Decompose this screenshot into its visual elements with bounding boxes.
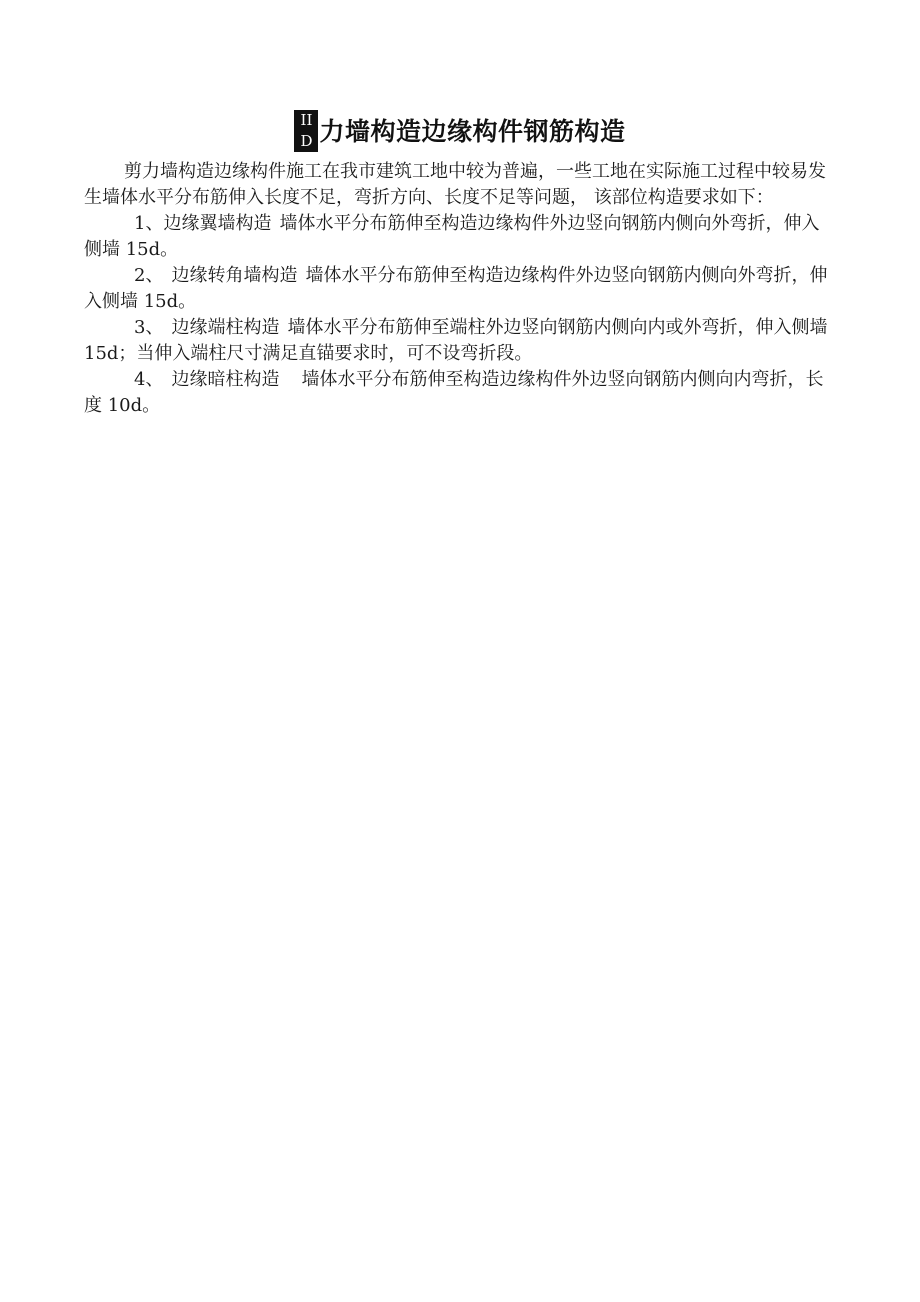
item-number: 3、 [134,317,164,338]
document-title [0,110,920,152]
item-number: 4、 [134,369,164,390]
document-body [84,159,834,419]
title-glyph-top: II [300,111,313,129]
list-item [84,211,834,263]
item-heading: 边缘端柱构造 [171,317,280,338]
item-text: 墙体水平分布筋伸至构造边缘构件外边竖向钢筋内侧向外弯折，伸入侧墙 15d。 [84,265,828,312]
list-item [84,315,834,367]
item-text: 墙体水平分布筋伸至端柱外边竖向钢筋内侧向内或外弯折，伸入侧墙15d；当伸入端柱尺寸满足直锚要求时，可不设弯折段。 [84,317,828,364]
item-number: 2、 [134,265,164,286]
item-heading: 边缘翼墙构造 [163,213,272,234]
title-text: 力墙构造边缘构件钢筋构造 [319,117,626,146]
list-item [84,263,834,315]
intro-paragraph: 剪力墙构造边缘构件施工在我市建筑工地中较为普遍，一些工地在实际施工过程中较易发生墙体水平分布筋伸入长度不足，弯折方向、长度不足等问题， 该部位构造要求如下： [84,161,826,208]
title-first-character-block [294,110,318,152]
list-item [84,367,834,419]
title-glyph-bottom: D [300,132,313,150]
item-heading: 边缘暗柱构造 [171,369,280,390]
item-text: 墙体水平分布筋伸至构造边缘构件外边竖向钢筋内侧向内弯折，长度 10d。 [84,369,824,416]
item-text: 墙体水平分布筋伸至构造边缘构件外边竖向钢筋内侧向外弯折，伸入侧墙 15d。 [84,213,820,260]
item-number: 1、 [134,213,164,234]
item-heading: 边缘转角墙构造 [171,265,298,286]
